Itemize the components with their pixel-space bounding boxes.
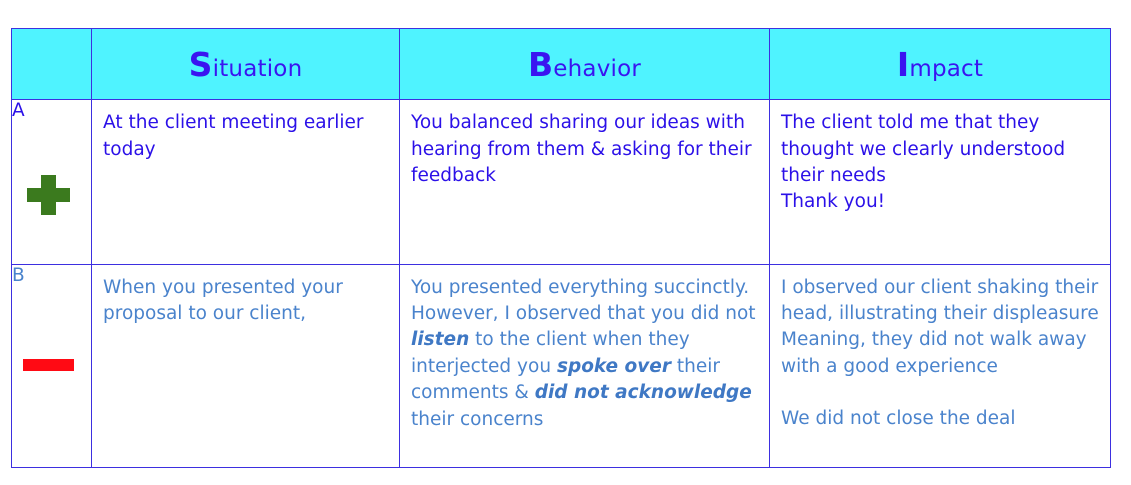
- behavior-text-part: You presented everything succinctly. However, I observed that you did not: [411, 276, 756, 324]
- impact-cell: [770, 264, 1111, 467]
- situation-cell: [92, 100, 400, 264]
- situation-cell: [92, 264, 400, 467]
- behavior-text-part: their comments &: [411, 355, 720, 404]
- situation-text: At the client meeting earlier today: [103, 112, 364, 160]
- header-situation-initial: S: [188, 44, 213, 84]
- row-label: A: [12, 100, 25, 122]
- row-label-cell: [12, 100, 92, 264]
- impact-text: [770, 100, 1110, 216]
- header-empty-cell: [12, 29, 92, 100]
- spacer: [781, 380, 1099, 406]
- header-situation: [92, 29, 400, 100]
- impact-text: [770, 265, 1110, 433]
- header-behavior: [400, 29, 770, 100]
- behavior-emphasis: did not acknowledge: [534, 382, 752, 404]
- header-impact-initial: I: [896, 44, 910, 84]
- situation-text: When you presented your proposal to our client,: [103, 276, 343, 324]
- header-impact: [770, 29, 1111, 100]
- behavior-text: [400, 265, 769, 433]
- impact-line: I observed our client shaking their head, illustrating their displeasure: [781, 276, 1099, 324]
- header-behavior-rest: ehavior: [553, 55, 642, 82]
- impact-line: Meaning, they did not walk away with a good experience: [781, 329, 1087, 377]
- plus-icon: [27, 175, 70, 215]
- row-label: B: [12, 264, 25, 286]
- table-row-a: [12, 100, 1111, 264]
- header-behavior-initial: B: [527, 44, 554, 84]
- impact-line: The client told me that they thought we clearly understood their needs: [781, 112, 1066, 186]
- table-row-b: [12, 264, 1111, 467]
- behavior-text-part: to the client when they interjected you: [411, 329, 690, 377]
- behavior-emphasis: listen: [411, 329, 470, 351]
- impact-line: We did not close the deal: [781, 408, 1016, 430]
- minus-icon: [23, 359, 74, 371]
- behavior-cell: [400, 100, 770, 264]
- impact-line: Thank you!: [781, 191, 886, 213]
- behavior-text: You balanced sharing our ideas with hearing from them & asking for their feedback: [411, 112, 752, 186]
- impact-cell: [770, 100, 1111, 264]
- sbi-feedback-table: [11, 28, 1111, 468]
- behavior-cell: [400, 264, 770, 467]
- header-row: [12, 29, 1111, 100]
- row-label-cell: [12, 264, 92, 467]
- header-situation-rest: ituation: [212, 55, 303, 82]
- behavior-text-part: their concerns: [411, 408, 544, 430]
- behavior-emphasis: spoke over: [556, 355, 671, 377]
- header-impact-rest: mpact: [909, 55, 984, 82]
